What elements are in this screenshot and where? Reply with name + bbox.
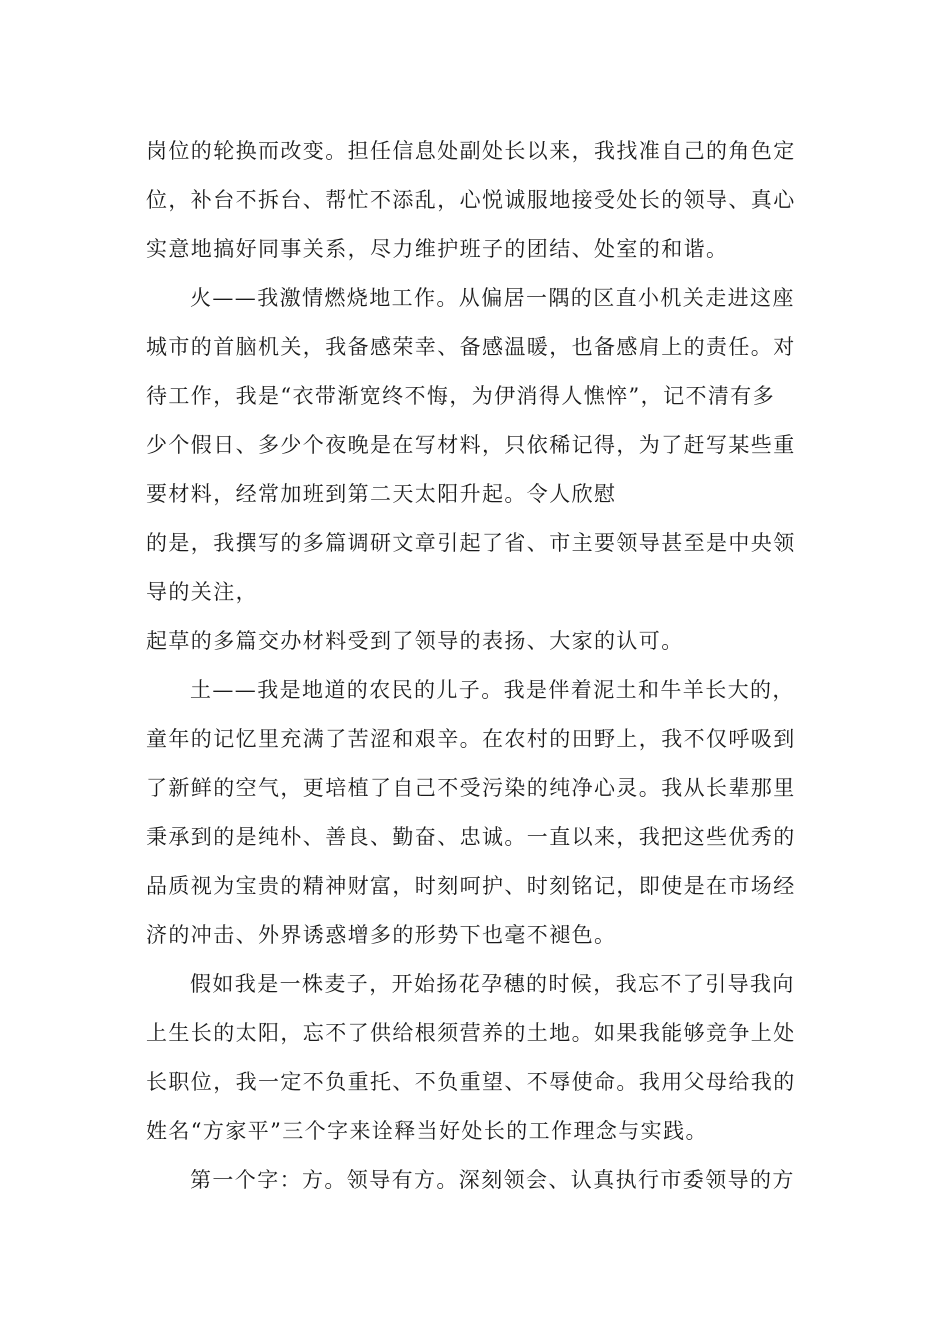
text-line-4: 火——我激情燃烧地工作。从偏居一隅的区直小机关走进这座: [190, 286, 795, 310]
text-line-2: 位，补台不拆台、帮忙不添乱，心悦诚服地接受处长的领导、真心: [146, 188, 796, 212]
document-body: [146, 127, 806, 1205]
text-line-19: 上生长的太阳，忘不了供给根须营养的土地。如果我能够竞争上处: [146, 1021, 796, 1045]
text-line-3: 实意地搞好同事关系，尽力维护班子的团结、处室的和谐。: [146, 237, 729, 261]
text-line-8: 要材料，经常加班到第二天太阳升起。令人欣慰: [146, 482, 617, 506]
text-line-10: 导的关注，: [146, 580, 258, 604]
text-line-15: 秉承到的是纯朴、善良、勤奋、忠诚。一直以来，我把这些优秀的: [146, 825, 796, 849]
text-line-6: 待工作，我是“衣带渐宽终不悔，为伊消得人憔悴”，记不清有多: [146, 384, 776, 408]
text-line-18: 假如我是一株麦子，开始扬花孕穗的时候，我忘不了引导我向: [190, 972, 795, 996]
text-line-1: 岗位的轮换而改变。担任信息处副处长以来，我找准自己的角色定: [146, 139, 796, 163]
text-line-13: 童年的记忆里充满了苦涩和艰辛。在农村的田野上，我不仅呼吸到: [146, 727, 796, 751]
text-line-11: 起草的多篇交办材料受到了领导的表扬、大家的认可。: [146, 629, 684, 653]
text-line-21: 姓名“方家平”三个字来诠释当好处长的工作理念与实践。: [146, 1119, 708, 1143]
text-line-9: 的是，我撰写的多篇调研文章引起了省、市主要领导甚至是中央领: [146, 531, 796, 555]
text-line-7: 少个假日、多少个夜晚是在写材料，只依稀记得，为了赶写某些重: [146, 433, 796, 457]
text-line-14: 了新鲜的空气，更培植了自己不受污染的纯净心灵。我从长辈那里: [146, 776, 796, 800]
text-line-20: 长职位，我一定不负重托、不负重望、不辱使命。我用父母给我的: [146, 1070, 796, 1094]
text-line-22: 第一个字：方。领导有方。深刻领会、认真执行市委领导的方: [190, 1168, 795, 1192]
text-line-17: 济的冲击、外界诱惑增多的形势下也毫不褪色。: [146, 923, 617, 947]
text-line-12: 土——我是地道的农民的儿子。我是伴着泥土和牛羊长大的，: [190, 678, 795, 702]
text-line-5: 城市的首脑机关，我备感荣幸、备感温暖，也备感肩上的责任。对: [146, 335, 796, 359]
text-line-16: 品质视为宝贵的精神财富，时刻呵护、时刻铭记，即使是在市场经: [146, 874, 796, 898]
